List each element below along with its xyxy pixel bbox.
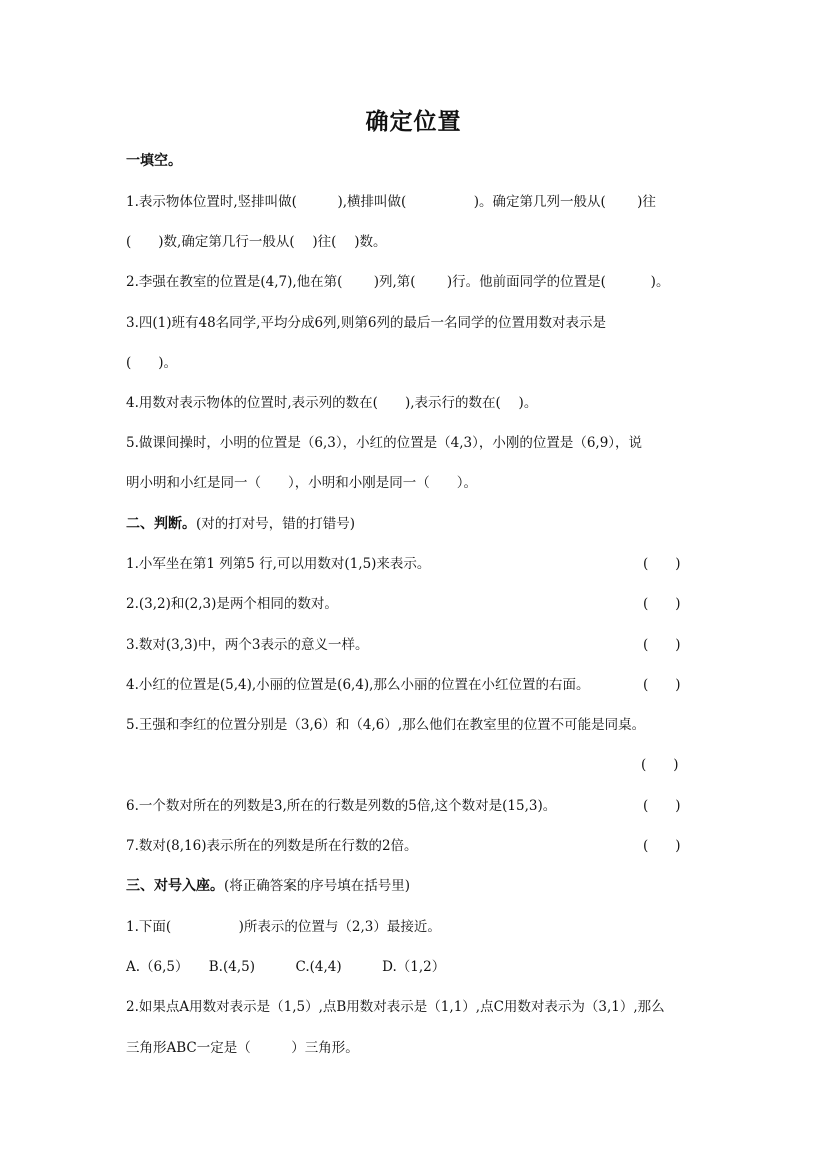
judge-item-5: 5.王强和李红的位置分别是（3,6）和（4,6）,那么他们在教室里的位置不可能是同桌。	[126, 717, 646, 733]
fill-blank-1-line-1: 1.表示物体位置时,竖排叫做( ),横排叫做( )。确定第几列一般从( )往	[126, 194, 656, 210]
answer-paren-3: ( )	[643, 637, 681, 653]
judge-item-2: 2.(3,2)和(2,3)是两个相同的数对。	[126, 596, 338, 612]
judge-item-7: 7.数对(8,16)表示所在的列数是所在行数的2倍。	[126, 838, 418, 854]
answer-paren-4: ( )	[643, 677, 681, 693]
choice-question-2-line-1: 2.如果点A用数对表示是（1,5）,点B用数对表示是（1,1）,点C用数对表示为（3,1）,那么	[126, 999, 665, 1015]
judge-item-3: 3.数对(3,3)中，两个3表示的意义一样。	[126, 637, 369, 653]
answer-paren-2: ( )	[643, 596, 681, 612]
section-3-title: 三、对号入座。	[126, 878, 224, 894]
choice-question-1: 1.下面( )所表示的位置与（2,3）最接近。	[126, 919, 441, 935]
fill-blank-3-line-2: ( )。	[126, 355, 178, 371]
section-2-note: (对的打对号，错的打错号)	[196, 516, 356, 532]
section-3-note: (将正确答案的序号填在括号里)	[224, 878, 411, 894]
section-2-title: 二、判断。	[126, 516, 196, 532]
choice-question-2-line-2: 三角形ABC一定是（ ）三角形。	[126, 1040, 359, 1056]
fill-blank-1-line-2: ( )数,确定第几行一般从( )往( )数。	[126, 234, 387, 250]
answer-paren-6: ( )	[643, 798, 681, 814]
judge-item-1: 1.小军坐在第1 列第5 行,可以用数对(1,5)来表示。	[126, 556, 431, 572]
section-2-heading	[126, 514, 355, 534]
answer-paren-1: ( )	[643, 556, 681, 572]
page-title: 确定位置	[365, 108, 462, 135]
fill-blank-4: 4.用数对表示物体的位置时,表示列的数在( ),表示行的数在( )。	[126, 395, 538, 411]
choice-options-1: A.（6,5） B.(4,5) C.(4,4) D.（1,2）	[126, 959, 446, 975]
fill-blank-5-line-1: 5.做课间操时，小明的位置是（6,3），小红的位置是（4,3），小刚的位置是（6,9），说	[126, 435, 643, 451]
judge-item-4: 4.小红的位置是(5,4),小丽的位置是(6,4),那么小丽的位置在小红位置的右面。	[126, 677, 590, 693]
answer-paren-5: ( )	[641, 757, 679, 773]
fill-blank-5-line-2: 明小明和小红是同一（ ），小明和小刚是同一（ ）。	[126, 475, 477, 491]
section-1-heading: 一填空。	[126, 153, 182, 169]
fill-blank-3-line-1: 3.四(1)班有48名同学,平均分成6列,则第6列的最后一名同学的位置用数对表示是	[126, 315, 606, 331]
judge-item-6: 6.一个数对所在的列数是3,所在的行数是列数的5倍,这个数对是(15,3)。	[126, 798, 557, 814]
section-3-heading	[126, 876, 410, 896]
fill-blank-2: 2.李强在教室的位置是(4,7),他在第( )列,第( )行。他前面同学的位置是( )。	[126, 274, 670, 290]
answer-paren-7: ( )	[643, 838, 681, 854]
